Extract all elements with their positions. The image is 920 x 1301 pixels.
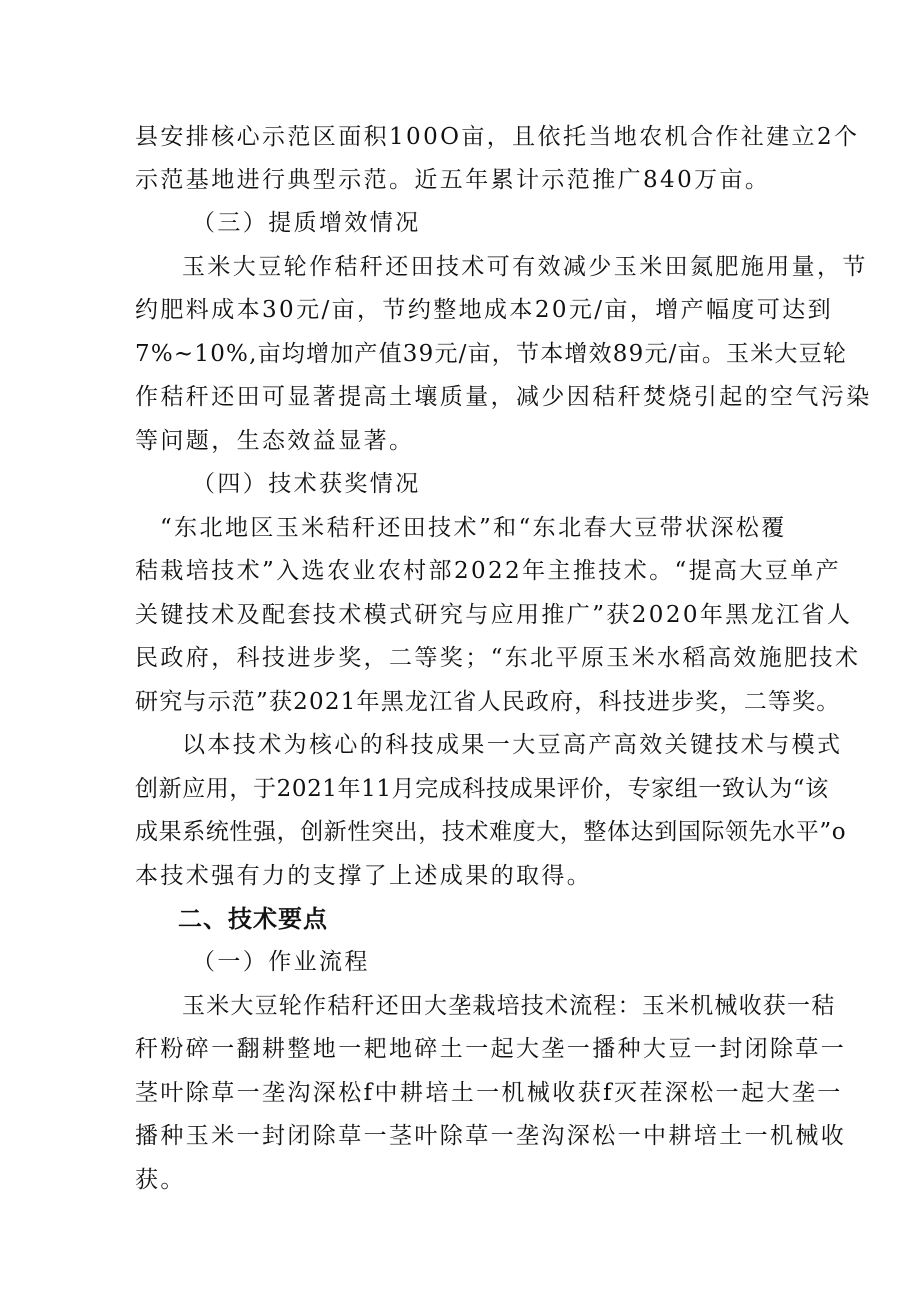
text-line-8: 等问题，生态效益显著。 bbox=[135, 428, 415, 454]
text-line-4: 玉米大豆轮作秸秆还田技术可有效减少玉米田氮肥施用量，节 bbox=[182, 254, 868, 280]
text-line-10: “东北地区玉米秸秆还田技术”和“东北春大豆带状深松覆 bbox=[160, 515, 787, 541]
text-line-17: 成果系统性强，创新性突出，技术难度大，整体达到国际领先水平”o bbox=[135, 819, 847, 845]
text-line-1: 县安排核心示范区面积100O亩，且依托当地农机合作社建立2个 bbox=[135, 124, 860, 150]
text-line-2: 示范基地进行典型示范。近五年累计示范推广840万亩。 bbox=[135, 167, 771, 193]
section-heading-technical-points: 二、技术要点 bbox=[178, 905, 328, 933]
text-line-25: 获。 bbox=[135, 1167, 186, 1193]
section-subheading-3: （三）提质增效情况 bbox=[192, 210, 421, 236]
text-line-16: 创新应用，于2021年11月完成科技成果评价，专家组一致认为“该 bbox=[135, 776, 829, 802]
text-line-12: 关键技术及配套技术模式研究与应用推广”获2020年黑龙江省人 bbox=[135, 602, 853, 628]
text-line-21: 玉米大豆轮作秸秆还田大垄栽培技术流程：玉米机械收获一秸 bbox=[182, 993, 836, 1019]
text-line-24: 播种玉米一封闭除草一茎叶除草一垄沟深松一中耕培土一机械收 bbox=[135, 1123, 847, 1149]
text-line-11: 秸栽培技术”入选农业农村部2022年主推技术。“提高大豆单产 bbox=[135, 558, 842, 584]
text-line-13: 民政府，科技进步奖，二等奖；“东北平原玉米水稻高效施肥技术 bbox=[135, 645, 861, 671]
text-line-5: 约肥料成本30元/亩，节约整地成本20元/亩，增产幅度可达到 bbox=[135, 297, 834, 323]
text-line-22: 秆粉碎一翻耕整地一耙地碎土一起大垄一播种大豆一封闭除草一 bbox=[135, 1036, 847, 1062]
text-line-15: 以本技术为核心的科技成果一大豆高产高效关键技术与模式 bbox=[182, 732, 843, 758]
text-line-23: 茎叶除草一垄沟深松f中耕培土一机械收获f灭茬深松一起大垄一 bbox=[135, 1080, 843, 1106]
section-subheading-1: （一）作业流程 bbox=[192, 949, 370, 975]
text-line-6: 7%~10%,亩均增加产值39元/亩，节本增效89元/亩。玉米大豆轮 bbox=[135, 341, 848, 367]
text-line-7: 作秸秆还田可显著提高土壤质量，减少因秸秆焚烧引起的空气污染 bbox=[135, 384, 872, 410]
text-line-18: 本技术强有力的支撑了上述成果的取得。 bbox=[135, 863, 593, 889]
section-subheading-4: （四）技术获奖情况 bbox=[192, 471, 421, 497]
text-line-14: 研究与示范”获2021年黑龙江省人民政府，科技进步奖，二等奖。 bbox=[135, 689, 841, 715]
